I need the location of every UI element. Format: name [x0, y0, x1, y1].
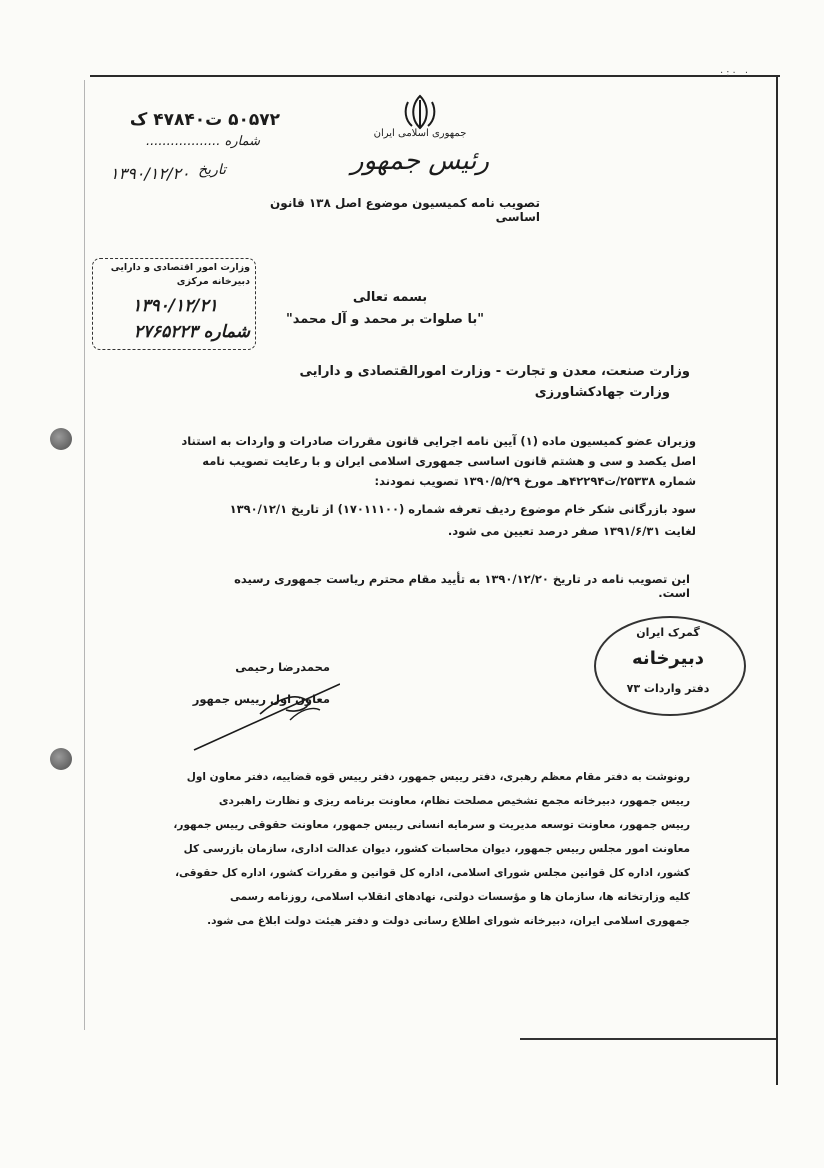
cc-line: رونوشت به دفتر مقام معظم رهبری، دفتر رییس جمهور، دفتر رییس قوه قضاییه، دفتر معاون اول: [186, 771, 690, 783]
page-right-border: [776, 75, 778, 1085]
page-top-border: [90, 75, 780, 77]
bismillah: بسمه تعالی: [352, 290, 428, 305]
page-left-border: [84, 80, 85, 1030]
body-line: لغایت ۱۳۹۱/۶/۳۱ صفر درصد تعیین می شود.: [447, 524, 696, 538]
bottom-rule: [520, 1038, 776, 1040]
cc-line: جمهوری اسلامی ایران، دبیرخانه شورای اطلاع رسانی دولت و دفتر هیئت دولت ابلاغ می شود.: [207, 915, 690, 927]
number-label: شماره ..................: [146, 134, 260, 149]
body-line: سود بازرگانی شکر خام موضوع ردیف تعرفه شماره (۱۷۰۱۱۱۰۰) از تاریخ ۱۳۹۰/۱۲/۱: [229, 502, 696, 516]
iran-emblem-icon: [400, 92, 440, 132]
received-stamp-date: ۱۳۹۰/۱۲/۲۱: [132, 296, 218, 316]
body-line: اصل یکصد و سی و هشتم قانون اساسی جمهوری اسلامی ایران و با رعایت تصویب نامه: [202, 454, 696, 468]
president-title: رئیس جمهور: [350, 146, 490, 176]
signer-name: محمدرضا رحیمی: [235, 660, 330, 674]
cc-line: کشور، اداره کل قوانین مجلس شورای اسلامی، اداره کل قوانین و مقررات کشور، اداره کل حقوقی،: [175, 867, 690, 879]
document-number: ۵۰۵۷۲ ت۴۷۸۴۰ ک: [129, 110, 280, 130]
subject-line: تصویب نامه کمیسیون موضوع اصل ۱۳۸ قانون اساسی: [270, 196, 540, 224]
body-line: وزیران عضو کمیسیون ماده (۱) آیین نامه اجرایی قانون مقررات صادرات و واردات به استناد: [181, 434, 696, 448]
document-date: ۱۳۹۰/۱۲/۲۰: [110, 164, 190, 183]
cc-line: کلیه وزارتخانه ها، سازمان ها و مؤسسات دولتی، نهادهای انقلاب اسلامی، روزنامه رسمی: [229, 891, 690, 903]
customs-stamp-dept: دفتر واردات ۷۳: [626, 682, 710, 695]
customs-stamp-office: دبیرخانه: [632, 648, 704, 669]
date-label: تاریخ: [198, 162, 226, 178]
scan-specks: ·:· ·: [720, 68, 752, 79]
body-line: شماره ۲۵۳۳۸/ت۴۲۲۹۴هـ مورخ ۱۳۹۰/۵/۲۹ تصویب نمودند:: [374, 474, 696, 488]
received-stamp-office: دبیرخانه مرکزی: [176, 276, 250, 287]
salavat: "با صلوات بر محمد و آل محمد": [285, 312, 485, 327]
cc-line: رییس جمهور، دبیرخانه مجمع تشخیص مصلحت نظام، معاونت برنامه ریزی و نظارت راهبردی: [218, 795, 690, 807]
addressee-line-1: وزارت صنعت، معدن و تجارت - وزارت امورالقتصادی و دارایی: [299, 364, 690, 379]
handwritten-signature: [190, 680, 340, 754]
customs-stamp-org: گمرک ایران: [636, 626, 700, 639]
cc-line: معاونت امور مجلس رییس جمهور، دیوان محاسبات کشور، دیوان عدالت اداری، سازمان بازرسی کل: [183, 843, 690, 855]
addressee-line-2: وزارت جهادکشاورزی: [534, 385, 670, 400]
punch-hole: [50, 428, 72, 450]
received-stamp-ministry: وزارت امور اقتصادی و دارایی: [110, 262, 250, 273]
cc-line: رییس جمهور، معاونت توسعه مدیریت و سرمایه انسانی رییس جمهور، معاونت حقوقی رییس جمهور،: [173, 819, 690, 831]
signer-title: معاون اول رییس جمهور: [192, 692, 330, 706]
received-stamp-number: شماره ۲۷۶۵۲۲۳: [133, 322, 250, 342]
punch-hole: [50, 748, 72, 770]
approval-statement: این تصویب نامه در تاریخ ۱۳۹۰/۱۲/۲۰ به تأیید مقام محترم ریاست جمهوری رسیده است.: [234, 572, 690, 600]
republic-label: جمهوری اسلامی ایران: [373, 128, 467, 139]
